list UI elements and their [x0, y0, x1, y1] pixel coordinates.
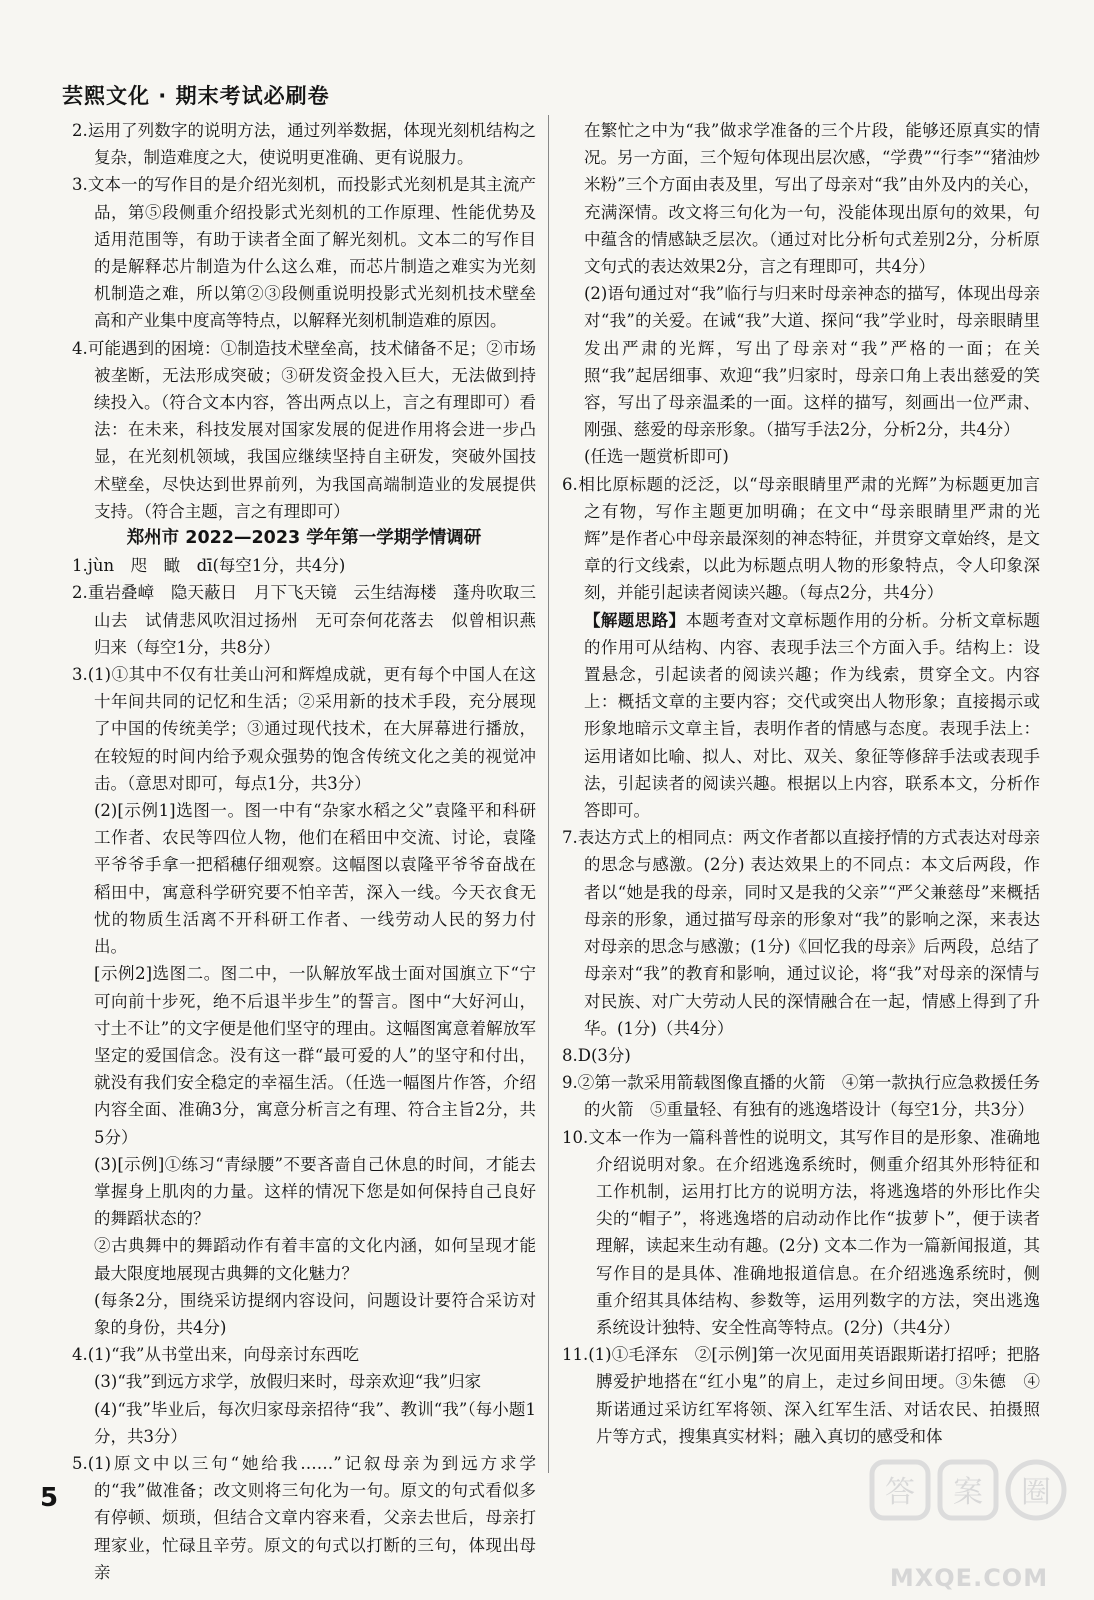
answer-paragraph: 5.(1)原文中以三句“她给我……”记叙母亲为到远方求学的“我”做准备；改文则将三句化为一句。原文的句式看似多有停顿、烦琐，但结合文章内容来看，父亲去世后，母亲打理家业，忙碌且辛劳。原文的句式以打断的三句，体现出母亲	[72, 1453, 536, 1582]
answer-paragraph: 在繁忙之中为“我”做求学准备的三个片段，能够还原真实的情况。另一方面，三个短句体现出层次感，“学费”“行李”“猪油炒米粉”三个方面由表及里，写出了母亲对“我”由外及内的关心，充满深情。改文将三句化为一句，没能体现出原句的效果，句中蕴含的情感缺乏层次。（通过对比分析句式差别2分，分析原文句式的表达效果2分，言之有理即可，共4分）	[584, 121, 1040, 277]
section-heading: 郑州市 2022—2023 学年第一学期学情调研	[126, 528, 482, 549]
hint-label: 【解题思路】	[584, 610, 686, 630]
page-header-title: 芸熙文化 · 期末考试必刷卷	[62, 84, 330, 108]
answer-paragraph: 1.jùn 咫 瞰 dī(每空1分，共4分)	[72, 556, 346, 576]
answer-paragraph: 2.运用了列数字的说明方法，通过列举数据，体现光刻机结构之复杂，制造难度之大，使说明更准确、更有说服力。	[72, 121, 536, 168]
answer-paragraph: 8.D(3分)	[562, 1045, 631, 1065]
answer-paragraph: 3.文本一的写作目的是介绍光刻机，而投影式光刻机是其主流产品，第⑤段侧重介绍投影式光刻机的工作原理、性能优势及适用范围等，有助于读者全面了解光刻机。文本二的写作目的是解释芯片制造为什么这么难，而芯片制造之难实为光刻机制造之难，所以第②③段侧重说明投影式光刻机技术壁垒高和产业集中度高等特点，以解释光刻机制造难的原因。	[72, 175, 536, 331]
watermark-url: MXQE.COM	[889, 1564, 1049, 1592]
page-number: 5	[40, 1483, 59, 1513]
answer-paragraph: (2)语句通过对“我”临行与归来时母亲神态的描写，体现出母亲对“我”的关爱。在诫“我”大道、探问“我”学业时，母亲眼睛里发出严肃的光辉，写出了母亲对“我”严格的一面；在关照“我”起居细事、欢迎“我”归家时，母亲口角上表出慈爱的笑容，写出了母亲温柔的一面。这样的描写，刻画出一位严肃、刚强、慈爱的母亲形象。（描写手法2分，分析2分，共4分）	[584, 284, 1040, 440]
answer-paragraph: 4.可能遇到的困境：①制造技术壁垒高，技术储备不足；②市场被垄断，无法形成突破；③研发资金投入巨大，无法做到持续投入。（符合文本内容，答出两点以上，言之有理即可）看法：在未来，科技发展对国家发展的促进作用将会进一步凸显，在光刻机领域，我国应继续坚持自主研发，突破外国技术壁垒，尽快达到世界前列，为我国高端制造业的发展提供支持。（符合主题，言之有理即可）	[72, 338, 536, 521]
answer-paragraph: (4)“我”毕业后，每次归家母亲招待“我”、教训“我”（每小题1分，共3分）	[94, 1399, 536, 1446]
column-divider	[548, 115, 549, 1473]
answer-paragraph: 2.重岩叠嶂 隐天蔽日 月下飞天镜 云生结海楼 蓬舟吹取三山去 试倩悲风吹泪过扬州 无可奈何花落去 似曾相识燕归来（每空1分，共8分）	[72, 583, 536, 657]
answer-paragraph: 7.表达方式上的相同点：两文作者都以直接抒情的方式表达对母亲的思念与感激。(2分) 表达效果上的不同点：本文后两段，作者以“她是我的母亲，同时又是我的父亲”“严父兼慈母”来概括母亲的形象，通过描写母亲的形象对“我”的影响之深，来表达对母亲的思念与感激；(1分)《回忆我的母亲》后两段，总结了母亲对“我”的教育和影响，通过议论，将“我”对母亲的深情与对民族、对广大劳动人民的深情融合在一起，情感上得到了升华。(1分)（共4分）	[562, 828, 1040, 1038]
answer-paragraph: 11.(1)①毛泽东 ②[示例]第一次见面用英语跟斯诺打招呼；把胳膊爱护地搭在“红小鬼”的肩上，走过乡间田埂。③朱德 ④斯诺通过采访红军将领、深入红军生活、对话农民、拍摄照片等方式，搜集真实材料；融入真切的感受和体	[562, 1345, 1040, 1446]
answer-paragraph: 10.文本一作为一篇科普性的说明文，其写作目的是形象、准确地介绍说明对象。在介绍逃逸系统时，侧重介绍其外形特征和工作机制，运用打比方的说明方法，将逃逸塔的外形比作尖尖的“帽子”，将逃逸塔的启动动作比作“拔萝卜”，便于读者理解，读起来生动有趣。(2分) 文本二作为一篇新闻报道，其写作目的是具体、准确地报道信息。在介绍逃逸系统时，侧重介绍其具体结构、参数等，运用列数字的方法，突出逃逸系统设计独特、安全性高等特点。(2分)（共4分）	[562, 1127, 1040, 1337]
answer-paragraph: (3)“我”到远方求学，放假归来时，母亲欢迎“我”归家	[94, 1372, 482, 1392]
answer-paragraph: ②古典舞中的舞蹈动作有着丰富的文化内涵，如何呈现才能最大限度地展现古典舞的文化魅力？	[94, 1236, 536, 1283]
answer-paragraph: 【解题思路】本题考查对文章标题作用的分析。分析文章标题的作用可从结构、内容、表现手法三个方面入手。结构上：设置悬念，引起读者的阅读兴趣；作为线索，贯穿全文。内容上：概括文章的主要内容；交代或突出人物形象；直接揭示或形象地暗示文章主旨，表明作者的情感与态度。表现手法上：运用诸如比喻、拟人、对比、双关、象征等修辞手法或表现手法，引起读者的阅读兴趣。根据以上内容，联系本文，分析作答即可。	[584, 610, 1041, 821]
answer-paragraph: 4.(1)“我”从书堂出来，向母亲讨东西吃	[72, 1345, 359, 1365]
left-column	[72, 117, 536, 1586]
answer-paragraph: (每条2分，围绕采访提纲内容设问，问题设计要符合采访对象的身份，共4分)	[94, 1290, 536, 1337]
watermark	[864, 1452, 1074, 1592]
answer-paragraph: (3)[示例]①练习“青绿腰”不要吝啬自己休息的时间，才能去掌握身上肌肉的力量。这样的情况下您是如何保持自己良好的舞蹈状态的？	[94, 1154, 536, 1229]
watermark-logo-icon	[864, 1452, 1074, 1562]
answer-paragraph: (任选一题赏析即可)	[584, 447, 729, 467]
answer-paragraph: 3.(1)①其中不仅有壮美山河和辉煌成就，更有每个中国人在这十年间共同的记忆和生活；②采用新的技术手段，充分展现了中国的传统美学；③通过现代技术，在大屏幕进行播放，在较短的时间内给予观众强势的饱含传统文化之美的视觉冲击。（意思对即可，每点1分，共3分）	[72, 665, 536, 793]
answer-paragraph: (2)[示例1]选图一。图一中有“杂家水稻之父”袁隆平和科研工作者、农民等四位人物，他们在稻田中交流、讨论，袁隆平爷爷手拿一把稻穗仔细观察。这幅图以袁隆平爷爷奋战在稻田中，寓意科学研究要不怕辛苦，深入一线。今天衣食无忧的物质生活离不开科研工作者、一线劳动人民的努力付出。	[94, 801, 536, 957]
answer-paragraph: [示例2]选图二。图二中，一队解放军战士面对国旗立下“宁可向前十步死，绝不后退半步生”的誓言。图中“大好河山，寸土不让”的文字便是他们坚守的理由。这幅图寓意着解放军坚定的爱国信念。没有这一群“最可爱的人”的坚守和付出，就没有我们安全稳定的幸福生活。（任选一幅图片作答，介绍内容全面、准确3分，寓意分析言之有理、符合主旨2分，共5分）	[94, 964, 536, 1147]
right-column	[562, 117, 1040, 1450]
watermark-logo-char-1: 答	[885, 1475, 915, 1510]
watermark-logo-char-2: 案	[953, 1475, 983, 1510]
answer-paragraph: 6.相比原标题的泛泛，以“母亲眼睛里严肃的光辉”为标题更加言之有物，写作主题更加明确；在文中“母亲眼睛里严肃的光辉”是作者心中母亲最深刻的神态特征，并贯穿文章始终，是文章的行文线索，以此为标题点明人物的形象特点，令人印象深刻，并能引起读者阅读兴趣。（每点2分，共4分）	[562, 474, 1040, 603]
answer-paragraph: 9.②第一款采用箭载图像直播的火箭 ④第一款执行应急救援任务的火箭 ⑤重量轻、有独有的逃逸塔设计（每空1分，共3分）	[562, 1073, 1040, 1120]
watermark-logo-char-3: 圈	[1021, 1475, 1051, 1510]
